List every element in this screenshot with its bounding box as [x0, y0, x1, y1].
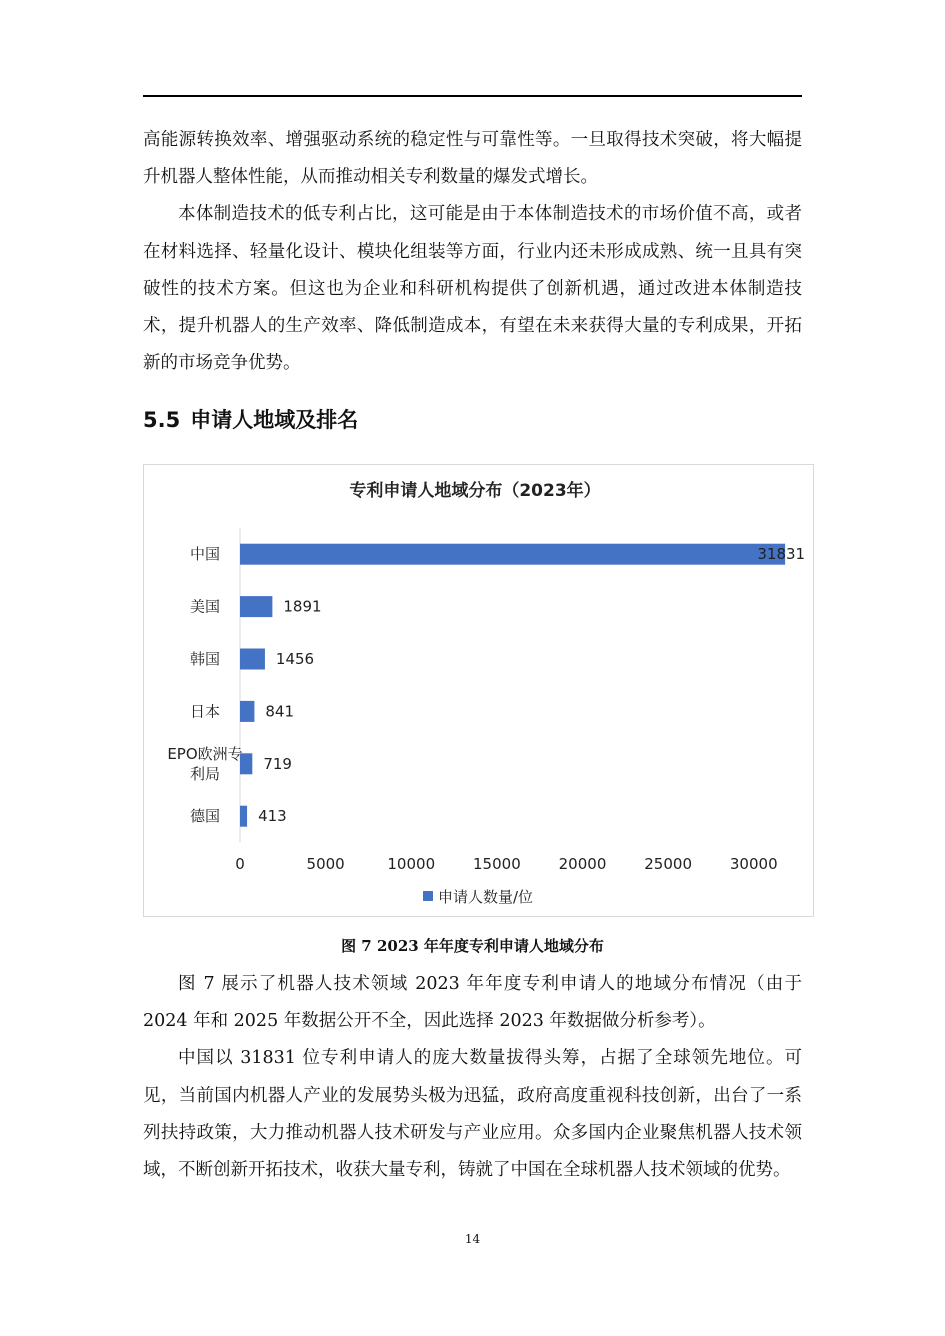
legend-label: 申请人数量/位 [438, 888, 534, 906]
bar [240, 806, 247, 827]
body-text-top [143, 122, 802, 382]
bar-chart [144, 465, 813, 916]
paragraph: 中国以 31831 位专利申请人的庞大数量拔得头筹，占据了全球领先地位。可见，当前国内机器人产业的发展势头极为迅猛，政府高度重视科技创新，出台了一系列扶持政策，大力推动机器人技术研发与产业应用。众多国内企业聚焦机器人技术领域，不断创新开拓技术，收获大量专利，铸就了中国在全球机器人技术领域的优势。 [143, 1048, 802, 1181]
category-label: EPO欧洲专利局 [167, 744, 243, 783]
x-tick-label: 0 [235, 855, 245, 873]
page-number: 14 [464, 1232, 481, 1246]
value-labels [258, 545, 805, 825]
value-label: 719 [263, 754, 292, 773]
category-label: 德国 [189, 807, 221, 826]
category-label: 日本 [189, 702, 221, 721]
section-number: 5.5 [143, 408, 181, 432]
x-axis-ticks [235, 855, 777, 873]
chart-title: 专利申请人地域分布（2023年） [349, 481, 601, 501]
value-label: 841 [265, 702, 295, 721]
body-text-bottom [143, 966, 802, 1189]
value-label: 31831 [757, 545, 806, 564]
bar [240, 701, 254, 722]
bar [240, 544, 785, 565]
bar [240, 596, 272, 617]
category-label: 韩国 [189, 650, 221, 668]
x-tick-label: 30000 [729, 855, 778, 873]
x-tick-label: 20000 [558, 855, 607, 873]
bar [240, 649, 265, 670]
bars-group [240, 528, 785, 842]
section-title: 申请人地域及排名 [190, 408, 359, 432]
x-tick-label: 15000 [473, 855, 521, 873]
value-label: 1891 [283, 597, 322, 616]
legend [423, 888, 533, 906]
paragraph: 高能源转换效率、增强驱动系统的稳定性与可靠性等。一旦取得技术突破，将大幅提升机器人整体性能，从而推动相关专利数量的爆发式增长。 [143, 130, 802, 188]
value-label: 413 [258, 807, 287, 826]
x-tick-label: 5000 [306, 855, 345, 873]
category-label: 美国 [189, 597, 221, 616]
category-label: 中国 [189, 545, 221, 564]
x-tick-label: 25000 [644, 855, 692, 873]
figure-caption: 图 7 2023 年年度专利申请人地域分布 [341, 937, 604, 955]
section-heading [143, 404, 358, 434]
x-tick-label: 10000 [387, 855, 436, 873]
category-labels [167, 545, 242, 825]
chart-frame [143, 464, 814, 917]
paragraph: 本体制造技术的低专利占比，这可能是由于本体制造技术的市场价值不高，或者在材料选择、轻量化设计、模块化组装等方面，行业内还未形成成熟、统一且具有突破性的技术方案。但这也为企业和科研机构提供了创新机遇，通过改进本体制造技术，提升机器人的生产效率、降低制造成本，有望在未来获得大量的专利成果，开拓新的市场竞争优势。 [143, 204, 802, 374]
legend-swatch [423, 891, 433, 901]
paragraph: 图 7 展示了机器人技术领域 2023 年年度专利申请人的地域分布情况（由于 2024 年和 2025 年数据公开不全，因此选择 2023 年数据做分析参考）。 [143, 974, 802, 1032]
value-label: 1456 [275, 650, 315, 668]
header-rule [143, 95, 802, 97]
